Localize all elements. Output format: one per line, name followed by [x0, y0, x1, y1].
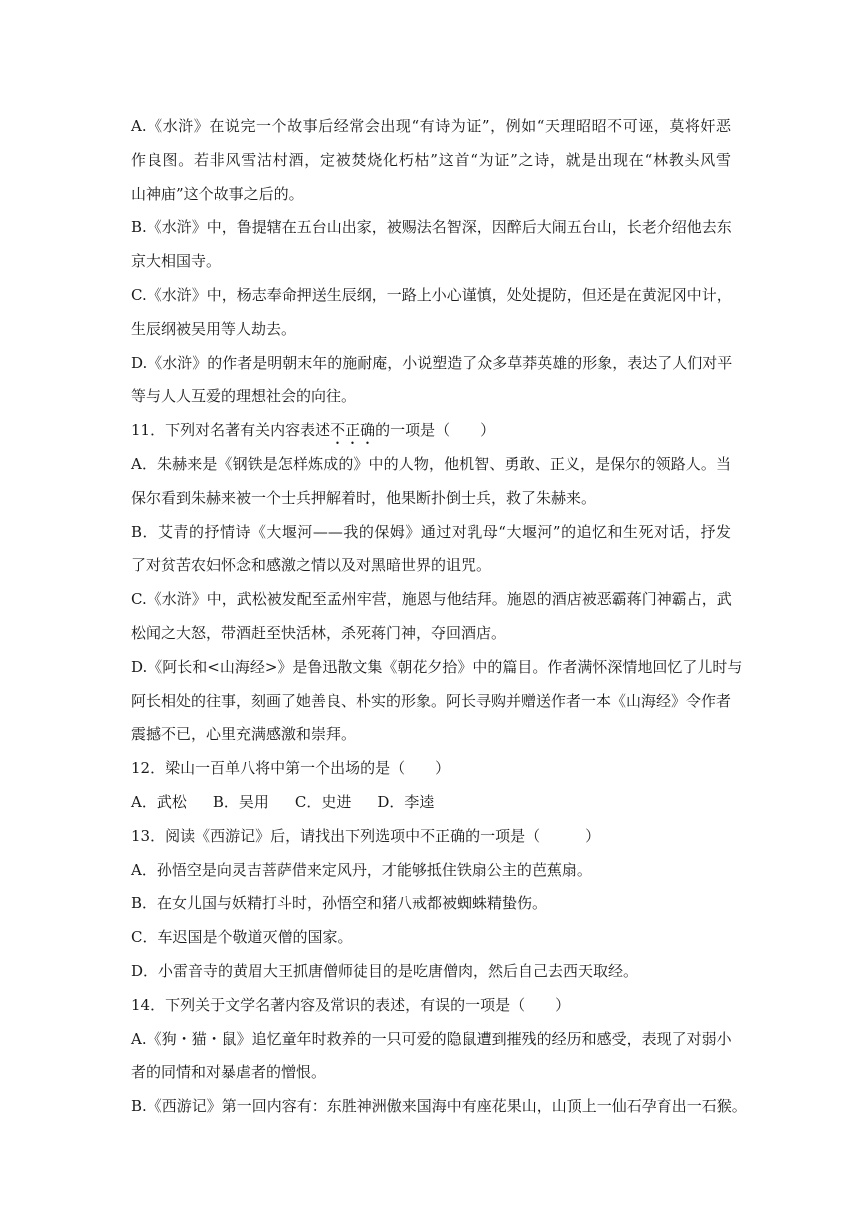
q10-option-a-line-1: A.《水浒》在说完一个故事后经常会出现“有诗为证”，例如“天理昭昭不可诬，莫将奸恶 [131, 117, 731, 135]
q11-stem-emphasis: 不正确 [330, 421, 376, 440]
q11-option-d-line-2: 阿长相处的往事，刻画了她善良、朴实的形象。阿长寻购并赠送作者一本《山海经》令作者 [131, 691, 732, 710]
q11-option-b-line-2: 了对贫苦农妇怀念和感激之情以及对黑暗世界的诅咒。 [131, 556, 492, 575]
question-content [131, 110, 747, 1124]
q12-option-a: A．武松 [131, 792, 187, 811]
q12-option-b: B．吴用 [212, 792, 269, 811]
q10-option-d-line-2: 等与人人互爱的理想社会的向往。 [131, 387, 357, 406]
q14-option-b-line-1: B.《西游记》第一回内容有：东胜神洲傲来国海中有座花果山，山顶上一仙石孕育出一石猴。 [131, 1097, 747, 1116]
q11-option-a-line-2: 保尔看到朱赫来被一个士兵押解着时，他果断扑倒士兵，救了朱赫来。 [131, 488, 597, 507]
q14-stem: 14．下列关于文学名著内容及常识的表述，有误的一项是（ ） [131, 995, 571, 1014]
q10-option-c-line-1: C.《水浒》中，杨志奉命押送生辰纲，一路上小心谨慎，处处提防，但还是在黄泥冈中计， [131, 285, 732, 304]
q11-stem-before: 11．下列对名著有关内容表述 [131, 421, 331, 440]
q11-option-b-line-1: B．艾青的抒情诗《大堰河——我的保姆》通过对乳母“大堰河”的追忆和生死对话，抒发 [131, 522, 731, 541]
q13-option-c: C．车迟国是个敬道灭僧的国家。 [131, 928, 353, 947]
q13-stem: 13．阅读《西游记》后，请找出下列选项中不正确的一项是（ ） [131, 826, 601, 845]
q13-option-b: B．在女儿国与妖精打斗时，孙悟空和猪八戒都被蜘蛛精蛰伤。 [131, 894, 548, 913]
q10-option-c-line-2: 生辰纲被吴用等人劫去。 [131, 319, 297, 338]
q13-option-d: D．小雷音寺的黄眉大王抓唐僧师徒目的是吃唐僧肉，然后自己去西天取经。 [131, 961, 639, 980]
q14-option-a-line-2: 者的同情和对暴虐者的憎恨。 [131, 1063, 327, 1082]
q12-stem: 12．梁山一百单八将中第一个出场的是（ ） [131, 759, 451, 778]
q12-options [131, 786, 731, 820]
q10-option-b-line-2: 京大相国寺。 [131, 252, 222, 271]
q11-stem-after: 的一项是（ ） [375, 421, 496, 440]
q10-option-a-line-2: 作良图。若非风雪沽村酒，定被焚烧化朽枯”这首“为证”之诗，就是出现在“林教头风雪 [131, 150, 731, 169]
q11-stem [131, 414, 731, 448]
q12-option-d: D．李逵 [377, 792, 435, 811]
q11-option-a-line-1: A．朱赫来是《钢铁是怎样炼成的》中的人物，他机智、勇敢、正义，是保尔的领路人。当 [131, 454, 731, 473]
q13-option-a: A．孙悟空是向灵吉菩萨借来定风丹，才能够抵住铁扇公主的芭蕉扇。 [131, 860, 592, 879]
q11-option-c-line-1: C.《水浒》中，武松被发配至孟州牢营，施恩与他结拜。施恩的酒店被恶霸蒋门神霸占，武 [131, 590, 732, 609]
q10-option-b-line-1: B.《水浒》中，鲁提辖在五台山出家，被赐法名智深，因醉后大闹五台山，长老介绍他去东 [131, 218, 732, 237]
q14-option-a-line-1: A.《狗・猫・鼠》追忆童年时救养的一只可爱的隐鼠遭到摧残的经历和感受，表现了对弱小 [131, 1029, 732, 1048]
q11-option-c-line-2: 松闻之大怒，带酒赶至快活林，杀死蒋门神，夺回酒店。 [131, 623, 507, 642]
q11-option-d-line-1: D.《阿长和<山海经>》是鲁迅散文集《朝花夕拾》中的篇目。作者满怀深情地回忆了儿时与 [131, 657, 743, 676]
q11-option-d-line-3: 震撼不已，心里充满感激和崇拜。 [131, 725, 357, 744]
q10-option-a-line-3: 山神庙”这个故事之后的。 [131, 184, 304, 203]
q12-option-c: C．史进 [294, 792, 352, 811]
q10-option-d-line-1: D.《水浒》的作者是明朝末年的施耐庵，小说塑造了众多草莽英雄的形象，表达了人们对平 [131, 353, 733, 372]
